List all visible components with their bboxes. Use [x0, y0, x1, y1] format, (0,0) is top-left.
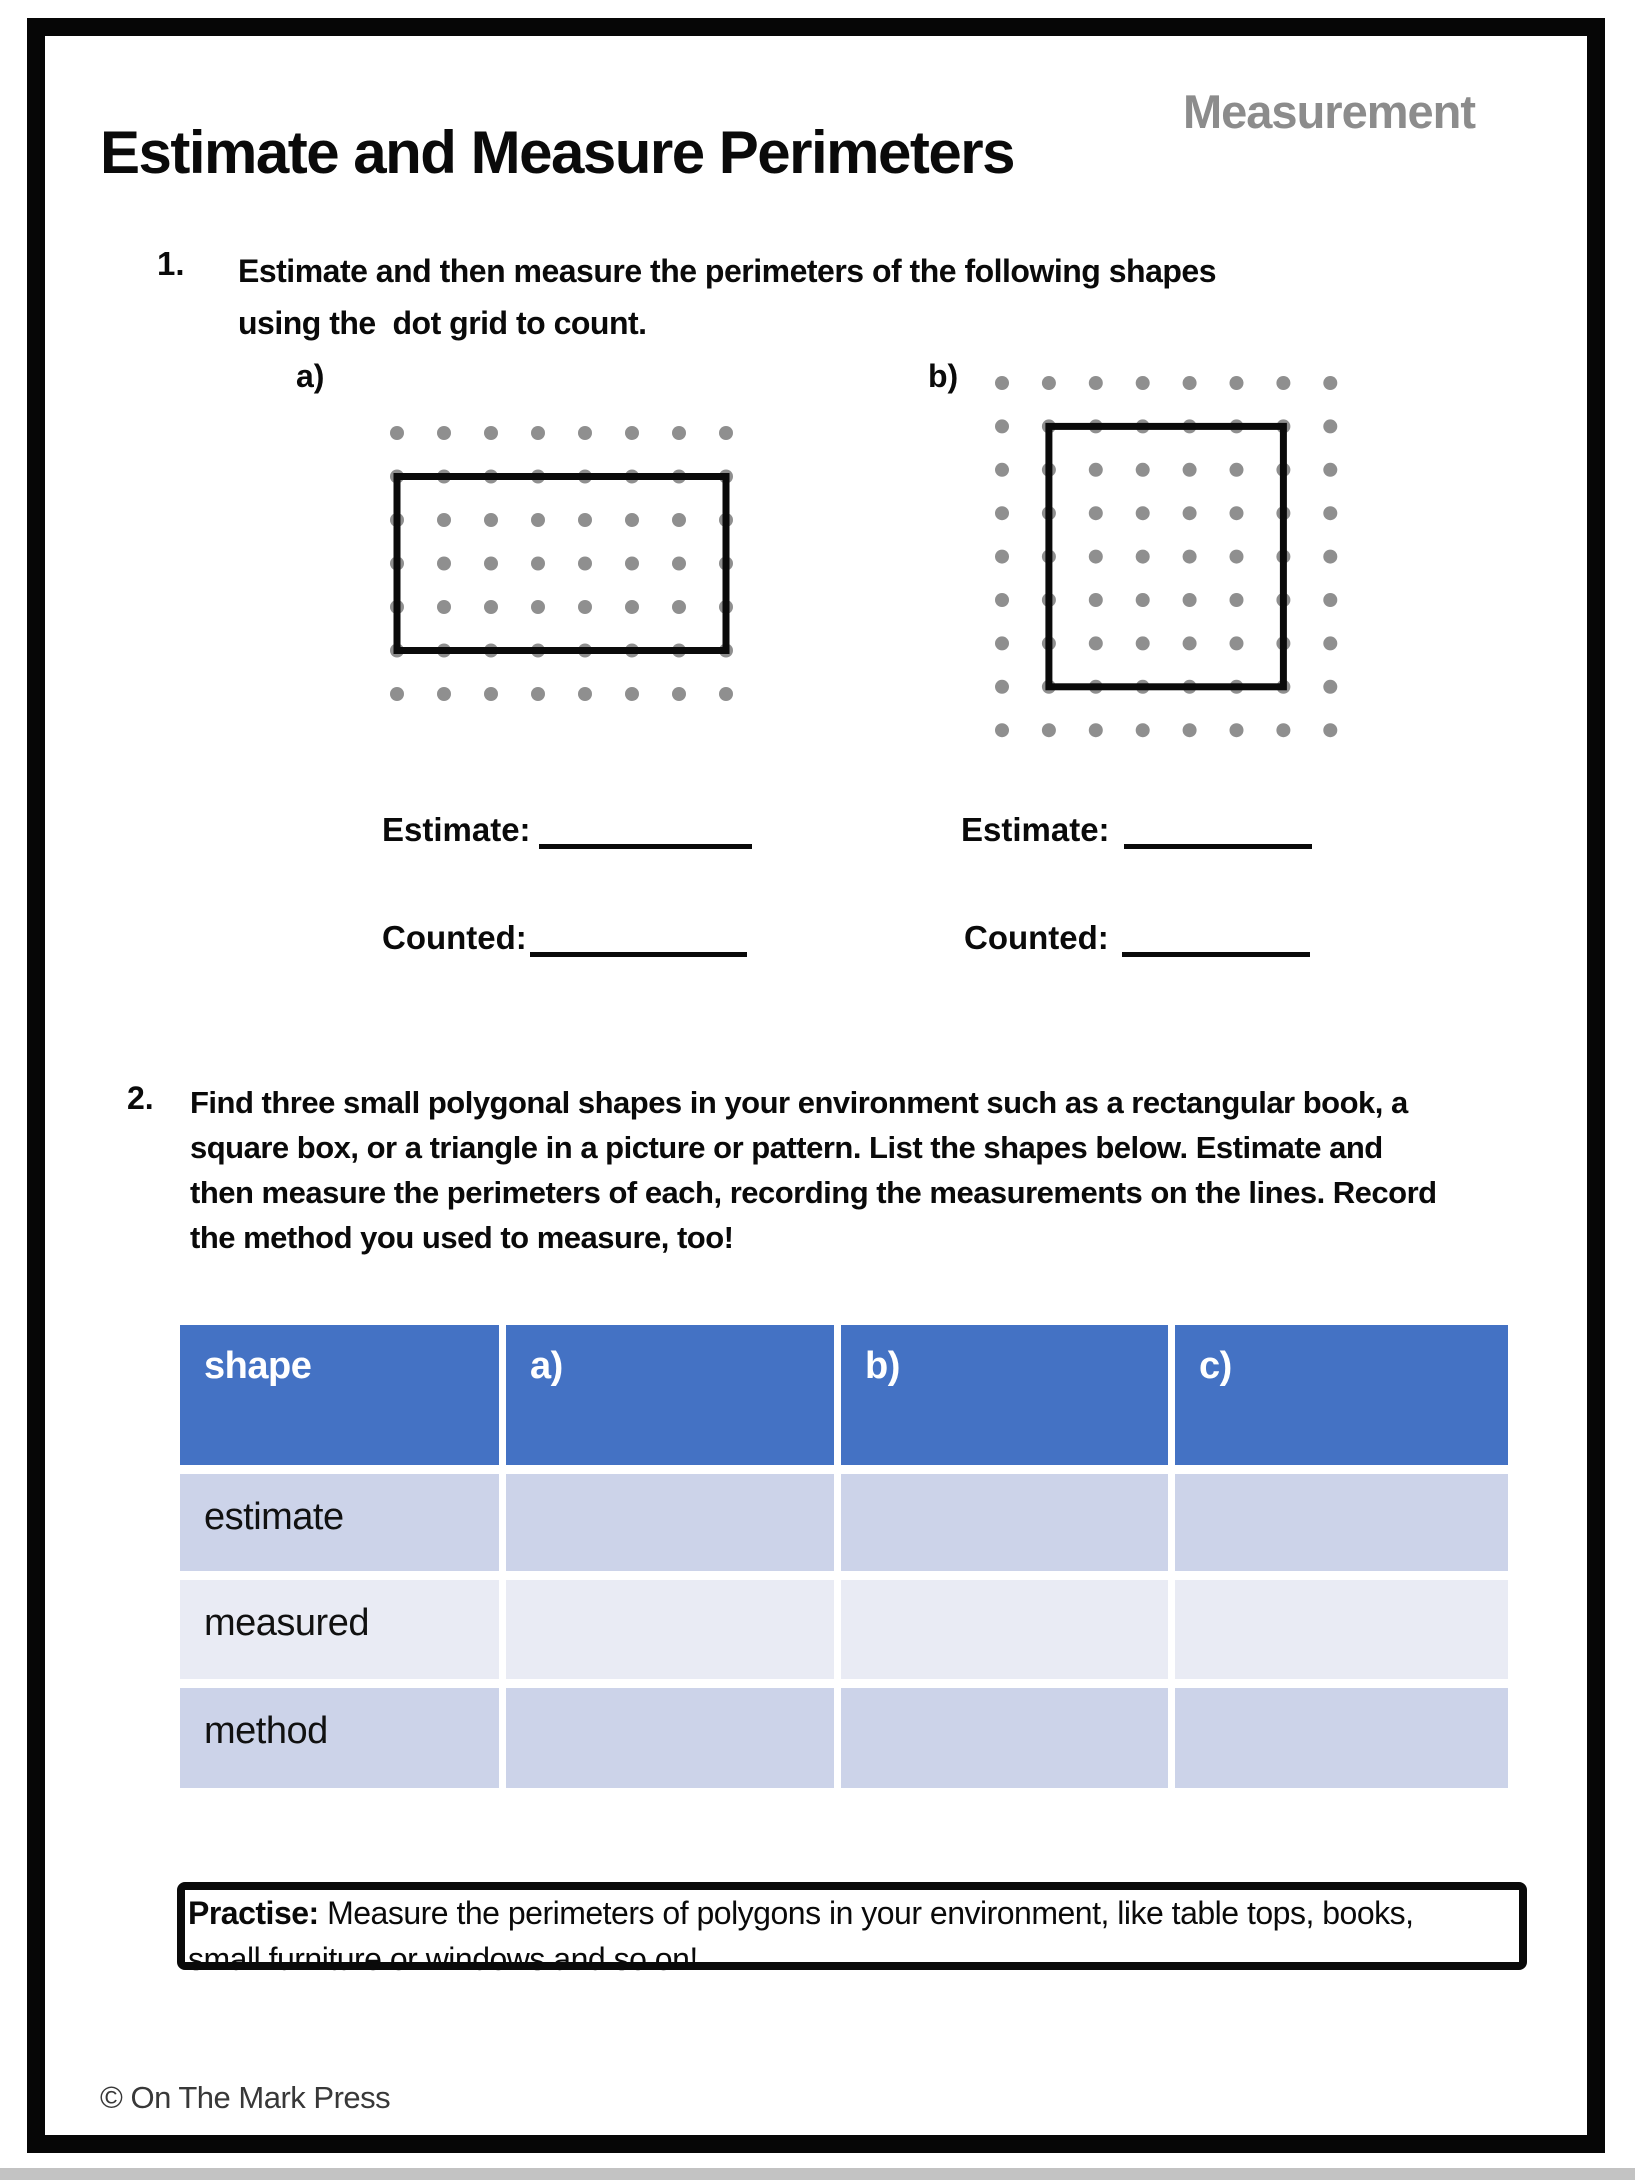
question-1-text [238, 245, 1216, 349]
question-1-line-1: Estimate and then measure the perimeters of the following shapes [238, 253, 1217, 289]
answer-line [1122, 918, 1310, 957]
counted-blank-a [382, 918, 747, 957]
dot-grid-a [385, 421, 738, 706]
table-rowlabel-measured: measured [180, 1580, 499, 1679]
record-table [180, 1325, 1508, 1788]
question-2-line-1: Find three small polygonal shapes in your environment such as a rectangular book, a [190, 1085, 1408, 1120]
table-cell-estimate-b [841, 1474, 1168, 1571]
table-cell-measured-c [1175, 1580, 1508, 1679]
practise-box [177, 1882, 1527, 1977]
table-header-b: b) [841, 1325, 1168, 1465]
question-1-number: 1. [157, 245, 185, 282]
table-header-c: c) [1175, 1325, 1508, 1465]
table-rowlabel-method: method [180, 1688, 499, 1788]
estimate-blank-b [961, 810, 1312, 849]
question-2-line-4: the method you used to measure, too! [190, 1220, 734, 1255]
table-header-shape: shape [180, 1325, 499, 1465]
practise-label: Practise: [188, 1895, 319, 1931]
practise-line-1 [188, 1890, 1414, 1936]
table-header-a: a) [506, 1325, 834, 1465]
table-cell-estimate-a [506, 1474, 834, 1571]
answer-line [539, 810, 752, 849]
question-1-line-2: using the dot grid to count. [238, 305, 647, 341]
table-cell-method-b [841, 1688, 1168, 1788]
question-2-text [190, 1080, 1437, 1260]
answer-line [1124, 810, 1312, 849]
estimate-label-a: Estimate: [382, 811, 531, 848]
copyright-notice: © On The Mark Press [100, 2080, 391, 2115]
table-cell-measured-a [506, 1580, 834, 1679]
page-title: Estimate and Measure Perimeters [100, 119, 1014, 186]
part-label-b: b) [928, 358, 959, 394]
estimate-blank-a [382, 810, 752, 849]
estimate-label-b: Estimate: [961, 811, 1110, 848]
question-2-line-3: then measure the perimeters of each, recording the measurements on the lines. Record [190, 1175, 1437, 1210]
table-cell-method-a [506, 1688, 834, 1788]
answer-line [530, 918, 747, 957]
table-cell-measured-b [841, 1580, 1168, 1679]
practise-line-2: small furniture or windows and so on! [188, 1941, 698, 1977]
category-tag: Measurement [1183, 85, 1475, 138]
page-edge-shadow [0, 2168, 1635, 2180]
table-cell-estimate-c [1175, 1474, 1508, 1571]
counted-blank-b [964, 918, 1310, 957]
practise-text [188, 1890, 1414, 1982]
practise-line-1-text: Measure the perimeters of polygons in your environment, like table tops, books, [318, 1895, 1414, 1931]
table-cell-method-c [1175, 1688, 1508, 1788]
table-rowlabel-estimate: estimate [180, 1474, 499, 1571]
counted-label-b: Counted: [964, 919, 1109, 956]
part-label-a: a) [296, 358, 325, 394]
question-2-number: 2. [127, 1080, 154, 1116]
dot-grid-b [990, 371, 1342, 742]
counted-label-a: Counted: [382, 919, 527, 956]
question-2-line-2: square box, or a triangle in a picture or pattern. List the shapes below. Estimate and [190, 1130, 1383, 1165]
